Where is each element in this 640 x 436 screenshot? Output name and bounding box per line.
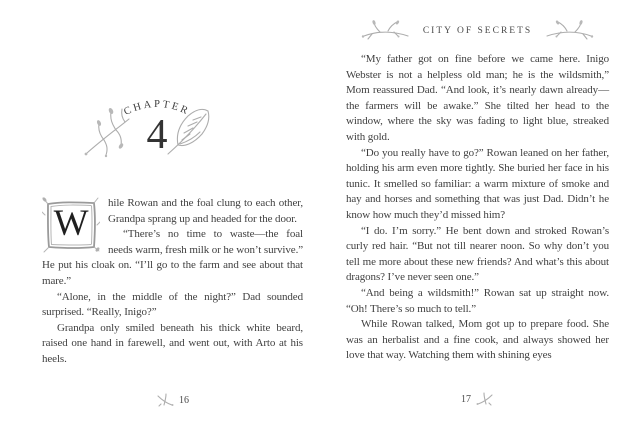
page-number: 16 (179, 394, 189, 406)
book-title: CITY OF SECRETS (422, 26, 533, 36)
right-page-text (346, 52, 609, 364)
chapter-heading (42, 88, 303, 170)
right-page-footer (346, 391, 609, 407)
page-number: 17 (461, 393, 471, 405)
body-paragraph: While Rowan talked, Mom got up to prepare food. She was an herbalist and a fine cook, and always showed her love that way. Watching them with shining eyes (346, 318, 609, 362)
chapter-number: 4 (146, 112, 168, 158)
feather-icon (168, 109, 209, 154)
leaf-flourish-icon (545, 20, 595, 42)
body-paragraph (42, 196, 303, 244)
leaf-flourish-icon (360, 20, 410, 42)
body-paragraph: “My father got on fine before we came here. Inigo Webster is not a helpless old man; he is the wildsmith,” Mom reassured Dad. “And look, it’s nearly dawn already—the farmers will be awake.” She tilted her head to the window, where the sky was fading to light blue, streaked with gold. (346, 53, 609, 143)
paragraph-text: hile Rowan and the foal clung to each other, Grandpa sprang up and headed for the door. (108, 197, 303, 225)
left-page-text (42, 196, 303, 368)
chapter-ornament (82, 88, 232, 166)
drop-cap-letter: W (53, 203, 89, 244)
running-header (346, 20, 609, 42)
chapter-label: CHAPTER (122, 98, 192, 118)
body-paragraph: “I do. I’m sorry.” He bent down and stroked Rowan’s curly red hair. “But not till nearer noon. So why don’t you tell me more about these new friends? And what’s this about dragons? I’ve never seen one.” (346, 224, 609, 284)
body-paragraph: “And being a wildsmith!” Rowan sat up straight now. “Oh! There’s so much to tell.” (346, 286, 609, 315)
left-page-footer (42, 392, 303, 408)
body-paragraph: “Alone, in the middle of the night?” Dad sounded surprised. “Really, Inigo?” (42, 290, 303, 319)
body-paragraph: Grandpa only smiled beneath his thick white beard, raised one hand in farewell, and went out, with Arto at his heels. (42, 321, 303, 365)
body-paragraph: “Do you really have to go?” Rowan leaned on her father, holding his arm even more tightly. She buried her face in his tunic. It smelled so familiar: a warm mixture of smoke and hay and horses and something that was just Dad. Didn’t he know how much they’d missed him? (346, 146, 609, 221)
drop-cap (42, 197, 106, 243)
twig-icon (156, 393, 174, 407)
body-paragraph: “There’s no time to waste—the foal needs warm, fresh milk or he won’t survive.” He put his cloak on. “I’ll go to the farm and see about that mare.” (42, 228, 303, 287)
sprig-icon (85, 107, 129, 157)
twig-icon (476, 392, 494, 406)
